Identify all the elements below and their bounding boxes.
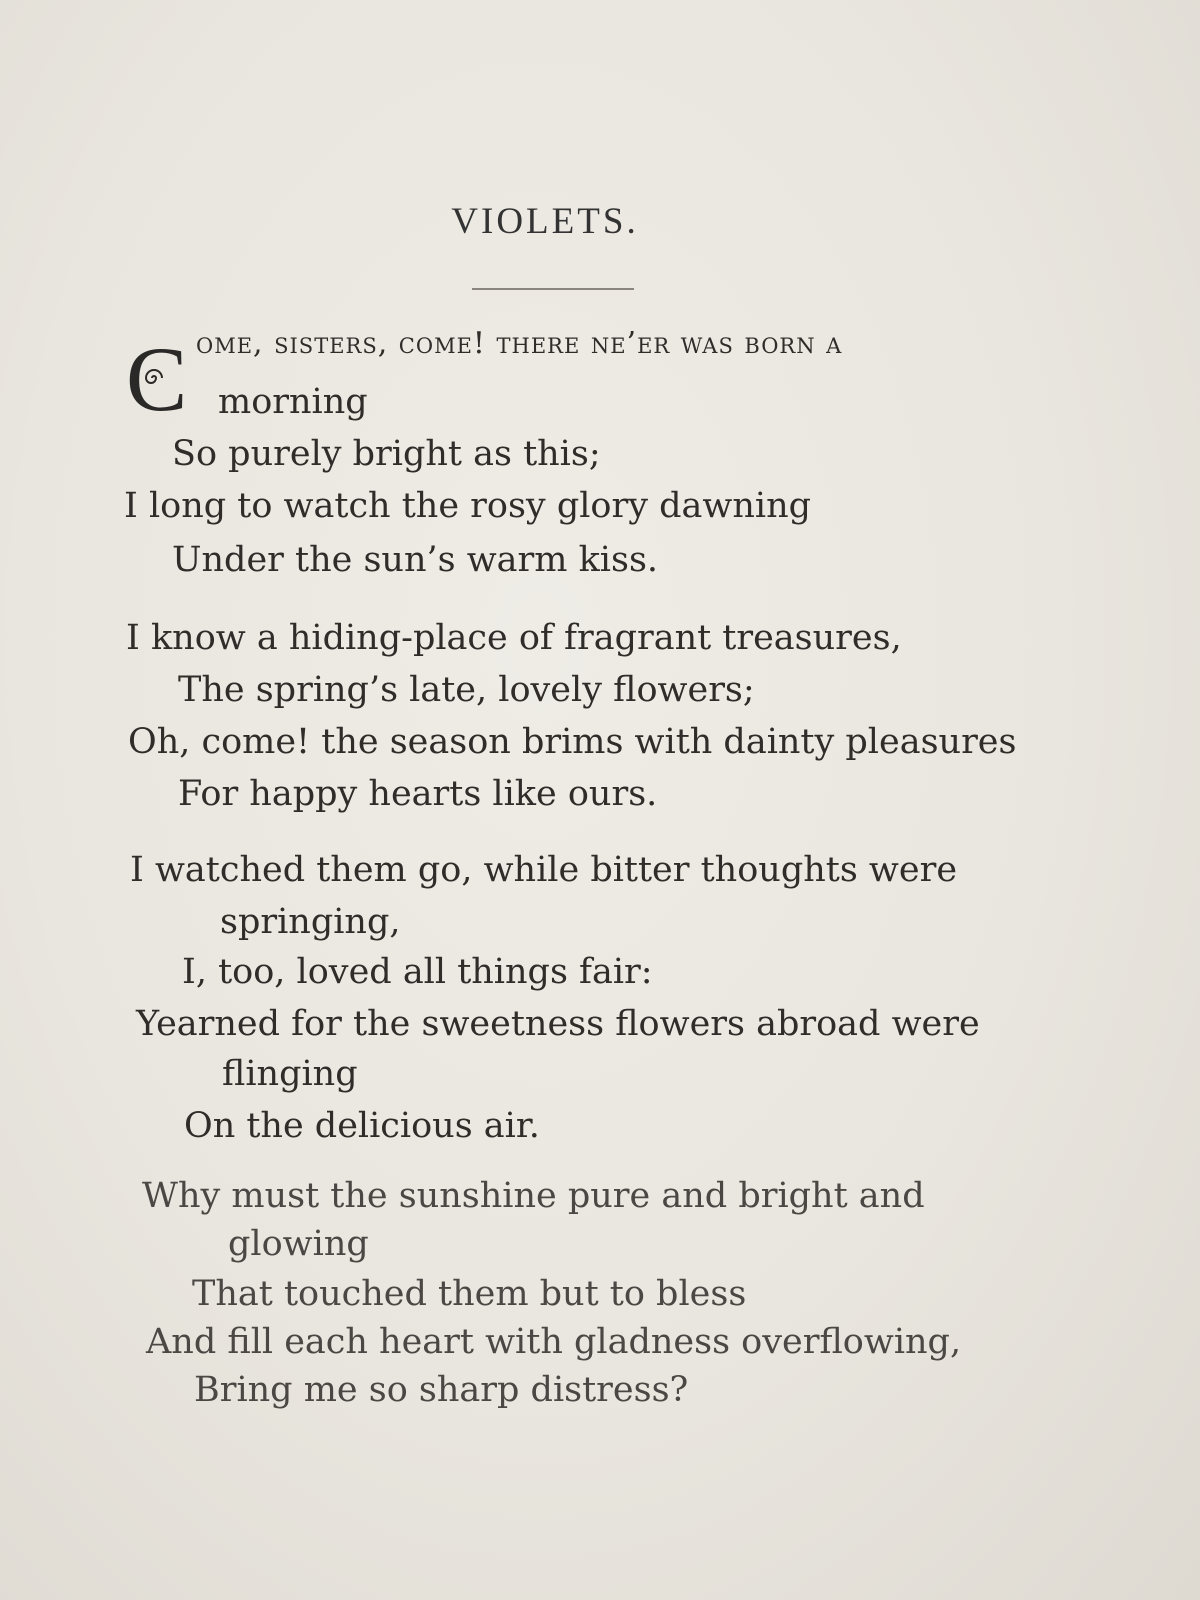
stanza-3-line-6: On the delicious air. (184, 1106, 540, 1146)
stanza-1-line-5: Under the sun’s warm kiss. (172, 540, 659, 580)
stanza-3-line-5: flinging (222, 1054, 358, 1094)
stanza-4-line-2: glowing (228, 1224, 369, 1264)
stanza-3-line-2: springing, (220, 902, 401, 942)
stanza-2-line-1: I know a hiding-place of fragrant treasures, (126, 618, 902, 658)
stanza-1-line-3: So purely bright as this; (172, 434, 601, 474)
stanza-4-line-1: Why must the sunshine pure and bright and (142, 1176, 925, 1216)
stanza-1-line-1 (196, 322, 842, 364)
stanza-1-line-1-text: ome, sisters, come! there ne’er was born a (196, 326, 843, 361)
stanza-2-line-4: For happy hearts like ours. (178, 774, 658, 814)
stanza-1-line-2: morning (218, 382, 368, 422)
drop-cap: C (126, 328, 188, 430)
stanza-3-line-1: I watched them go, while bitter thoughts were (130, 850, 958, 890)
poem-title: VIOLETS. (451, 201, 639, 242)
stanza-4-line-4: And fill each heart with gladness overflowing, (146, 1322, 962, 1362)
stanza-3-line-3: I, too, loved all things fair: (182, 952, 653, 992)
stanza-4-line-5: Bring me so sharp distress? (194, 1370, 689, 1410)
drop-cap-swirl-ornament (136, 360, 172, 396)
stanza-3-line-4: Yearned for the sweetness flowers abroad were (136, 1004, 980, 1044)
stanza-2-line-2: The spring’s late, lovely flowers; (178, 670, 755, 710)
stanza-2-line-3: Oh, come! the season brims with dainty pleasures (128, 722, 1017, 762)
stanza-1-line-4: I long to watch the rosy glory dawning (124, 486, 812, 526)
stanza-4-line-3: That touched them but to bless (192, 1274, 747, 1314)
